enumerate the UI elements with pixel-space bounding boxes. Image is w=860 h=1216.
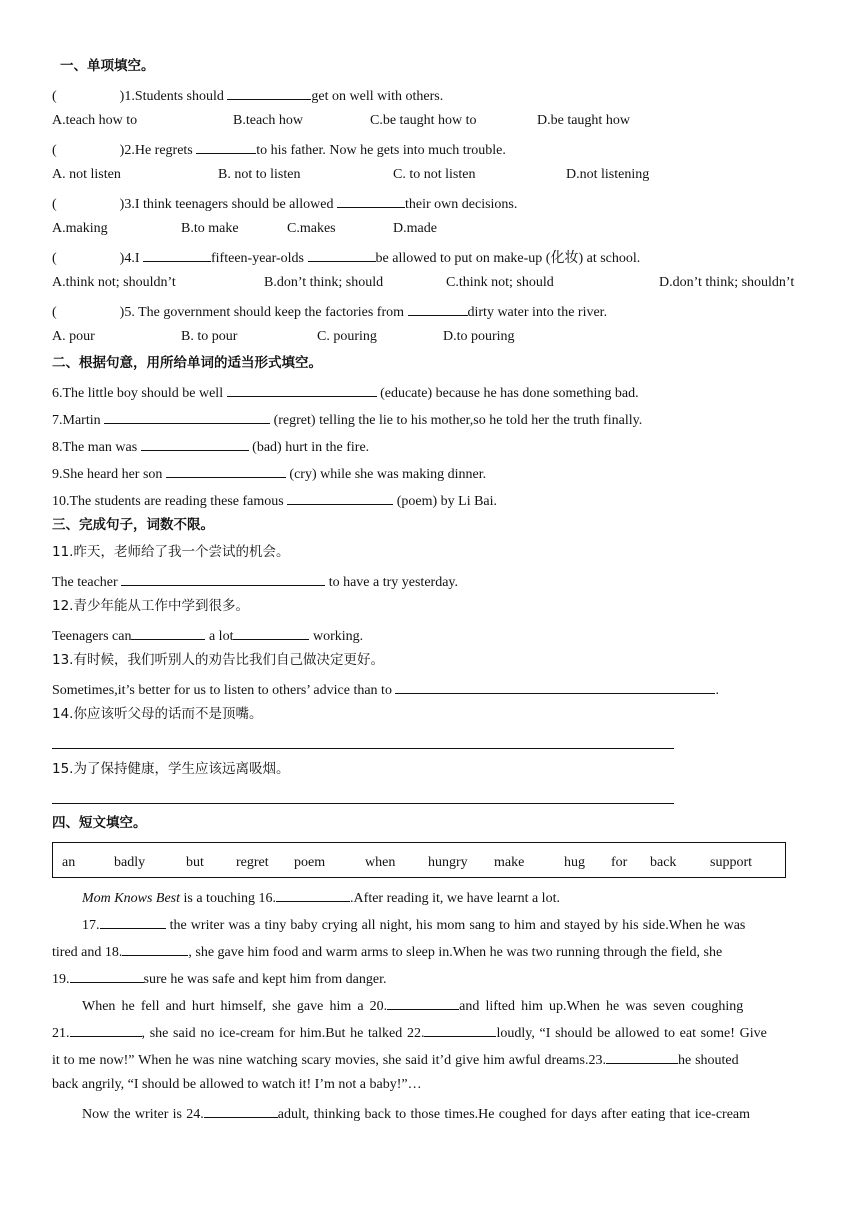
option-c: C. to not listen	[393, 167, 476, 182]
section-heading-3: 三、完成句子，词数不限。	[52, 517, 214, 533]
option-a: A.teach how to	[52, 113, 138, 128]
word-bank-item: but	[186, 855, 204, 870]
mc-question-2: ( )2.He regrets to his father. Now he gets into much trouble.	[52, 143, 506, 158]
option-d: D.don’t think; shouldn’t	[659, 275, 795, 290]
fill-question-7: 7.Martin (regret) telling the lie to his mother,so he told her the truth finally.	[52, 413, 643, 428]
word-bank-item: for	[611, 855, 628, 870]
word-bank-item: badly	[114, 855, 146, 870]
answer-blank-18[interactable]	[122, 943, 188, 956]
word-bank-item: hungry	[428, 855, 468, 870]
word-bank-item: back	[650, 855, 677, 870]
answer-line-14[interactable]	[52, 748, 674, 749]
option-c: C.think not; should	[446, 275, 554, 290]
passage-line: When he fell and hurt himself, she gave him a 20. and lifted him up.When he was seven coughing	[82, 999, 744, 1014]
passage-title: Mom Knows Best	[82, 891, 180, 906]
mc-question-1: ( )1.Students should get on well with others.	[52, 89, 444, 104]
option-a: A.think not; shouldn’t	[52, 275, 176, 290]
answer-blank[interactable]	[337, 195, 405, 208]
option-b: B.don’t think; should	[264, 275, 384, 290]
passage-line: 21. , she said no ice-cream for him.But he talked 22. loudly, “I should be allowed to eat some! Give	[52, 1026, 767, 1041]
prompt-12-chinese: 12.青少年能从工作中学到很多。	[52, 598, 249, 614]
passage-line: tired and 18. , she gave him food and warm arms to sleep in.When he was two running through the field, she	[52, 945, 723, 960]
fill-question-9: 9.She heard her son (cry) while she was making dinner.	[52, 467, 487, 482]
section-heading-1: 一、单项填空。	[60, 58, 155, 74]
answer-blank[interactable]	[227, 384, 377, 397]
fill-question-6: 6.The little boy should be well (educate) because he has done something bad.	[52, 386, 639, 401]
word-bank-item: an	[62, 855, 76, 870]
mc-question-5: ( )5. The government should keep the factories from dirty water into the river.	[52, 305, 608, 320]
word-bank-box	[52, 842, 786, 878]
mc-question-4: ( )4.I fifteen-year-olds be allowed to put on make-up (化妆) at school.	[52, 251, 641, 266]
answer-blank[interactable]	[408, 303, 468, 316]
answer-blank[interactable]	[131, 627, 205, 640]
mc-question-3: ( )3.I think teenagers should be allowed their own decisions.	[52, 197, 518, 212]
option-b: B.to make	[181, 221, 239, 236]
answer-blank[interactable]	[227, 87, 311, 100]
fill-question-8: 8.The man was (bad) hurt in the fire.	[52, 440, 370, 455]
option-a: A. not listen	[52, 167, 121, 182]
word-bank-item: make	[494, 855, 525, 870]
prompt-14-chinese: 14.你应该听父母的话而不是顶嘴。	[52, 706, 263, 722]
option-b: B. not to listen	[218, 167, 301, 182]
answer-blank[interactable]	[196, 141, 256, 154]
option-b: B.teach how	[233, 113, 303, 128]
complete-question-11: The teacher to have a try yesterday.	[52, 575, 459, 590]
option-a: A. pour	[52, 329, 95, 344]
answer-blank[interactable]	[287, 492, 393, 505]
option-d: D.made	[393, 221, 437, 236]
option-b: B. to pour	[181, 329, 238, 344]
passage-line: it to me now!” When he was nine watching scary movies, she said it’d give him awful dreams.23. he shouted	[52, 1053, 739, 1068]
answer-blank-23[interactable]	[606, 1051, 678, 1064]
passage-line: back angrily, “I should be allowed to watch it! I’m not a baby!”…	[52, 1077, 422, 1092]
option-d: D.to pouring	[443, 329, 515, 344]
word-bank-item: support	[710, 855, 752, 870]
word-bank-item: regret	[236, 855, 269, 870]
answer-blank-20[interactable]	[387, 997, 459, 1010]
answer-blank[interactable]	[308, 249, 376, 262]
section-heading-2: 二、根据句意，用所给单词的适当形式填空。	[52, 355, 322, 371]
word-bank-item: poem	[294, 855, 326, 870]
answer-blank[interactable]	[233, 627, 309, 640]
answer-blank-21[interactable]	[70, 1024, 142, 1037]
prompt-13-chinese: 13.有时候，我们听别人的劝告比我们自己做决定更好。	[52, 652, 384, 668]
prompt-11-chinese: 11.昨天，老师给了我一个尝试的机会。	[52, 544, 290, 560]
passage-paragraph-4: Now the writer is 24. adult, thinking back to those times.He coughed for days after eating that ice-cream	[82, 1107, 751, 1122]
answer-line-15[interactable]	[52, 803, 674, 804]
option-c: C.be taught how to	[370, 113, 477, 128]
answer-blank[interactable]	[104, 411, 270, 424]
complete-question-12: Teenagers can a lot working.	[52, 629, 364, 644]
section-heading-4: 四、短文填空。	[52, 815, 147, 831]
passage-line: 17. the writer was a tiny baby crying all night, his mom sang to him and stayed by his side.When he was	[82, 918, 746, 933]
option-c: C.makes	[287, 221, 336, 236]
option-c: C. pouring	[317, 329, 377, 344]
option-a: A.making	[52, 221, 108, 236]
answer-blank-22[interactable]	[424, 1024, 496, 1037]
word-bank-item: hug	[564, 855, 585, 870]
fill-question-10: 10.The students are reading these famous (poem) by Li Bai.	[52, 494, 498, 509]
answer-blank[interactable]	[143, 249, 211, 262]
option-d: D.not listening	[566, 167, 650, 182]
prompt-15-chinese: 15.为了保持健康，学生应该远离吸烟。	[52, 761, 290, 777]
answer-blank[interactable]	[141, 438, 249, 451]
option-d: D.be taught how	[537, 113, 630, 128]
complete-question-13: Sometimes,it’s better for us to listen to others’ advice than to .	[52, 683, 719, 698]
answer-blank-19[interactable]	[70, 970, 144, 983]
answer-blank-16[interactable]	[276, 889, 350, 902]
word-bank-item: when	[365, 855, 396, 870]
passage-paragraph-1: Mom Knows Best is a touching 16. .After reading it, we have learnt a lot.	[82, 891, 560, 906]
paren: (	[52, 89, 57, 104]
answer-blank-17[interactable]	[100, 916, 166, 929]
passage-line: 19. sure he was safe and kept him from danger.	[52, 972, 387, 987]
answer-blank[interactable]	[121, 573, 325, 586]
answer-blank-24[interactable]	[204, 1105, 278, 1118]
answer-blank[interactable]	[166, 465, 286, 478]
answer-blank[interactable]	[395, 681, 715, 694]
